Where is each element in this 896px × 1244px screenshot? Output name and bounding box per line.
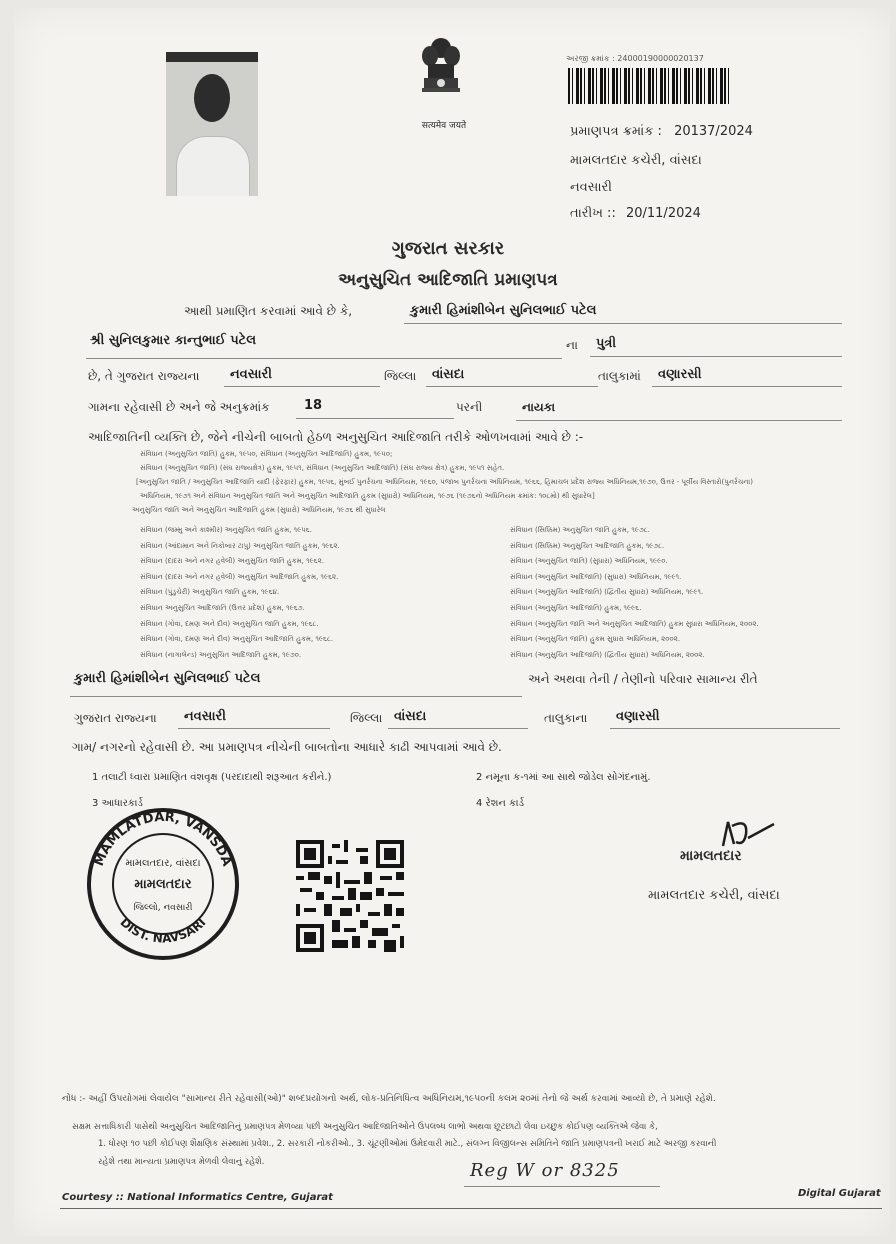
- document-item: 4 રેશન કાર્ડ: [476, 798, 525, 809]
- taluka-label: તાલુકામાં: [598, 369, 641, 383]
- seal-bottom-text: DIST. NAVSARI: [117, 915, 209, 946]
- barcode: [568, 68, 730, 104]
- order-item: સંવિધાન (સિક્કિમ) અનુસુચિત જાતિ હુકમ, ૧૯૭૮.: [510, 526, 650, 534]
- relation: પુત્રી: [596, 336, 617, 351]
- svg-text:DIST. NAVSARI: [117, 915, 208, 946]
- certify-text: આથી પ્રમાણિત કરવામાં આવે છે કે,: [184, 304, 353, 318]
- underline: [296, 418, 454, 419]
- applicant-photo: [166, 52, 258, 196]
- taluka-label-repeat: તાલુકાના: [544, 711, 588, 725]
- tribe-name: નાયકા: [522, 400, 556, 414]
- mamlatdar-seal: [80, 806, 246, 962]
- order-item: સંવિધાન (અનુસુચિત જાતિ) હુકમ સુધારા અધિનિયમ, ૨૦૦૨.: [510, 635, 681, 644]
- document-item: 1 તલાટી ધ્વારા પ્રમાણિત વંશવૃક્ષ (પરદાદાથી શરૂઆત કરીને.): [92, 772, 332, 783]
- order-item: સંવિધાન (નાગાલેન્ડ) અનુસુચિત આદિજાતિ હુકમ, ૧૯૭૦.: [140, 650, 302, 659]
- issue-date-row: તારીખ :: 20/11/2024: [570, 206, 701, 221]
- order-item: સંવિધાન (દાદરા અને નગર હવેલી) અનુસુચિત જાતિ હુકમ, ૧૯૬૨.: [140, 557, 324, 566]
- order-item: સંવિધાન (અનુસુચિત જાતિ અને અનુસુચિત આદિજાતિ) હુકમ સુધારા અધિનિયમ, ૨૦૦૨.: [510, 619, 759, 628]
- note-usually-resident: નોંધ :- અહીં ઉપયોગમાં લેવાયેલ "સામાન્ય રીતે રહેવાસી(ઓ)" શબ્દપ્રયોગનો અર્થ, લોક-પ્રતિનિધિત્વ અધિનિયમ,૧૯૫૦ની કલમ ૨૦માં તેનો જે અર્થ કરવામાં આવ્યો છે, તે પ્રમાણે રહેશે.: [62, 1094, 716, 1104]
- orders-left-column: [140, 523, 480, 663]
- underline: [652, 386, 842, 387]
- order-item: સંવિધાન (દાદરા અને નગર હવેલી) અનુસુચિત આદિજાતિ હુકમ, ૧૯૬૨.: [140, 572, 339, 581]
- order-item: સંવિધાન (અનુસુચિત આદિજાતિ) (સુધારા) અધિનિયમ, ૧૯૯૧.: [510, 572, 682, 581]
- order-item: સંવિધાન (અનુસુચિત આદિજાતિ) (દ્વિતીય સુધારા) અધિનિયમ, ૨૦૦૨.: [510, 650, 705, 659]
- certificate-number-row: પ્રમાણપત્ર ક્રમાંક : 20137/2024: [570, 124, 753, 139]
- applicant-name-repeat: કુમારી હિમાંશીબેન સુનિલભાઈ પટેલ: [74, 671, 261, 686]
- order-item: સંવિધાન (પુંડુચેરી) અનુસુચિત જાતિ હુકમ, ૧૯૬૪.: [140, 588, 280, 597]
- village-value: વણારસી: [658, 367, 702, 382]
- seal-top-text: MAMLATDAR, VANSDA: [91, 809, 235, 869]
- father-name: શ્રી સુનિલકુમાર કાન્તુભાઈ પટેલ: [90, 333, 257, 348]
- order-item: સંવિધાન (ગોવા, દમણ અને દીવ) અનુસુચિત જાતિ હુકમ, ૧૯૬૮.: [140, 619, 319, 628]
- signatory-title: મામલતદાર: [680, 848, 742, 864]
- order-line: સંવિધાન (અનુસુચિત જાતિ) હુકમ, ૧૯૫૦, સંવિધાન (અનુસુચિત આદિજાતિ) હુકમ, ૧૯૫૦;: [140, 450, 393, 458]
- underline: [178, 728, 330, 729]
- underline: [516, 420, 842, 421]
- note-benefits: સક્ષમ સત્તાધિકારી પાસેથી અનુસુચિત આદિજાતિનું પ્રમાણપત્ર મેળવ્યા પછી અનુસુચિત આદિજાતિઓને ઉપલબ્ધ લાભો અથવા છૂટછાટો લેવા ઇચ્છુક કોઈપણ વ્યક્તિએ જેવા કે,: [72, 1122, 658, 1132]
- footer-divider: [60, 1208, 882, 1209]
- district-label: જિલ્લા: [384, 369, 417, 383]
- emblem-caption: सत्यमेव जयते: [421, 121, 467, 131]
- para-label: પરની: [456, 400, 483, 414]
- order-item: સંવિધાન (જમ્મુ અને કાશ્મીર) અનુસુચિત જાતિ હુકમ, ૧૯૫૬.: [140, 526, 312, 534]
- resident-text: ગામના રહેવાસી છે અને જે અનુક્રમાંક: [88, 400, 270, 414]
- application-number: 24000190000020137: [617, 54, 704, 63]
- footer-brand: Digital Gujarat: [798, 1188, 881, 1199]
- taluka-value-repeat: વાંસદા: [394, 709, 427, 724]
- orders-right-column: [510, 523, 840, 663]
- national-emblem-icon: [418, 34, 464, 116]
- signatory-office: મામલતદાર કચેરી, વાંસદા: [648, 888, 780, 903]
- note-validity: રહેશે તથા માન્યતા પ્રમાણપત્ર મેળવી લેવાનું રહેશે.: [98, 1157, 265, 1167]
- taluka-value: વાંસદા: [432, 367, 465, 382]
- order-item: સંવિધાન (અનુસુચિત આદિજાતિ) (દ્વિતીય સુધારા) અધિનિયમ, ૧૯૯૧.: [510, 588, 704, 597]
- applicant-name: કુમારી હિમાંશીબેન સુનિલભાઈ પટેલ: [410, 303, 597, 318]
- qr-code: [296, 840, 404, 952]
- order-line: [અનુસુચિત જાતિ / અનુસુચિત આદિજાતિ યાદી (ફેરફાર) હુકમ, ૧૯૫૬, મુંબઈ પુનર્રચના અધિનિયમ, ૧૯૬૦, પંજાબ પુનર્રચના અધિનિયમ, ૧૯૬૬, હિમાચલ પ્રદેશ રાજ્ય અધિનિયમ,૧૯૭૦, ઉત્તર - પૂર્વીય વિસ્તારો(પુનર્રચના): [136, 478, 753, 486]
- document-item: 2 નમૂના ક-૧માં આ સાથે જોડેલ સોગંદનામું.: [476, 772, 651, 783]
- seal-inner-top: મામલતદાર, વાંસદા: [125, 858, 201, 869]
- order-item: સંવિધાન અનુસુચિત આદિજાતિ (ઉત્તર પ્રદેશ) હુકમ, ૧૯૬૭.: [140, 603, 305, 612]
- state-prefix: છે, તે ગુજરાત રાજ્યના: [88, 369, 200, 383]
- issuing-district: નવસારી: [570, 180, 612, 195]
- state-prefix-repeat: ગુજરાત રાજ્યના: [74, 711, 157, 725]
- district-label-repeat: જિલ્લા: [350, 711, 383, 725]
- underline: [610, 728, 840, 729]
- underline: [464, 1186, 660, 1187]
- underline: [404, 323, 842, 324]
- order-item: સંવિધાન (અનુસુચિત આદિજાતિ) હુકમ, ૧૯૯૬.: [510, 603, 642, 612]
- underline: [590, 356, 842, 357]
- underline: [224, 386, 380, 387]
- orders-block: [132, 447, 840, 517]
- district-value-repeat: નવસારી: [184, 709, 226, 724]
- order-item: સંવિધાન (અનુસુચિત જાતિ) (સુધારા) અધિનિયમ, ૧૯૯૦.: [510, 557, 668, 566]
- certificate-number: 20137/2024: [674, 124, 753, 139]
- village-value-repeat: વણારસી: [616, 709, 660, 724]
- tribe-statement: આદિજાતિની વ્યક્તિ છે, જેને નીચેની બાબતો હેઠળ અનુસુચિત આદિજાતિ તરીકે ઓળખવામાં આવે છે :-: [88, 430, 584, 444]
- issue-date: 20/11/2024: [625, 206, 701, 221]
- order-line: સંવિધાન (અનુસુચિત જાતિ) (સંઘ રાજ્યક્ષેત્ર) હુકમ, ૧૯૫૧, સંવિધાન (અનુસુચિત આદિજાતિ) (સંઘ રાજ્ય ક્ષેત્ર) હુકમ, ૧૯૫૧ સહેત.: [140, 464, 505, 472]
- serial-number: 18: [304, 398, 323, 413]
- order-line: અનુસુચિત જાતિ અને અનુસુચિત આદિજાતિ હુકમ (સુધારો) અધિનિયમ, ૧૯૭૬ થી સુધારેલ: [132, 506, 386, 514]
- underline: [86, 358, 562, 359]
- order-line: અધિનિયમ, ૧૯૭૧ અને સંવિધાન અનુસુચિત જાતિ અને અનુસુચિત આદિજાતિ હુકમ (સુધારો) અધિનિયમ, ૧૯૭૬ (૧૯૭૬નો અધિનિયમ ક્રમાંક: ૧૦૮મો) થી સુધારેલ]: [140, 492, 595, 500]
- document-item: 3 આધારકાર્ડ: [92, 798, 143, 809]
- district-value: નવસારી: [230, 367, 272, 382]
- underline: [70, 696, 522, 697]
- government-title: ગુજરાત સરકાર: [391, 238, 505, 259]
- note-benefits-list: 1. ધોરણ ૧૦ પછી કોઈપણ શૈક્ષણિક સંસ્થામાં પ્રવેશ., 2. સરકારી નોકરીઓ., 3. ચૂંટણીઓમાં ઉમેદવારી માટે., સંલગ્ન વિજીલન્સ સમિતિને જાતિ પ્રમાણપત્રની ખરાઈ માટે અરજી કરવાની: [98, 1139, 717, 1149]
- order-item: સંવિધાન (સિક્કિમ) અનુસુચિત આદિજાતિ હુકમ, ૧૯૭૮.: [510, 541, 665, 550]
- of-label: ના: [566, 338, 578, 352]
- family-text: અને અથવા તેની / તેણીનો પરિવાર સામાન્ય રીતે: [528, 672, 758, 686]
- seal-inner-middle: મામલતદાર: [134, 877, 192, 892]
- issuing-office: મામલતદાર કચેરી, વાંસદા: [570, 153, 702, 168]
- order-item: સંવિધાન (આંદામાન અને નિકોબાર ટાપુ) અનુસુચિત જાતિ હુકમ, ૧૯૬૨.: [140, 541, 340, 550]
- underline: [388, 728, 528, 729]
- order-item: સંવિધાન (ગોવા, દમણ અને દીવ) અનુસુચિત આદિજાતિ હુકમ, ૧૯૬૮.: [140, 635, 334, 644]
- seal-graphic: [80, 806, 246, 962]
- footer-courtesy: Courtesy :: National Informatics Centre, Gujarat: [62, 1192, 333, 1203]
- application-number-label: અરજી ક્રમાંક : 24000190000020137: [566, 54, 704, 63]
- basis-text: ગામ/ નગરનો રહેવાસી છે. આ પ્રમાણપત્ર નીચેની બાબતોના આધારે કાઢી આપવામાં આવે છે.: [72, 740, 502, 754]
- underline: [426, 386, 598, 387]
- seal-inner-bottom: જિલ્લો, નવસારી: [133, 903, 193, 913]
- handwritten-registration: Reg W or 8325: [470, 1160, 620, 1181]
- certificate-title: અનુસુચિત આદિજાતિ પ્રમાણપત્ર: [338, 270, 558, 290]
